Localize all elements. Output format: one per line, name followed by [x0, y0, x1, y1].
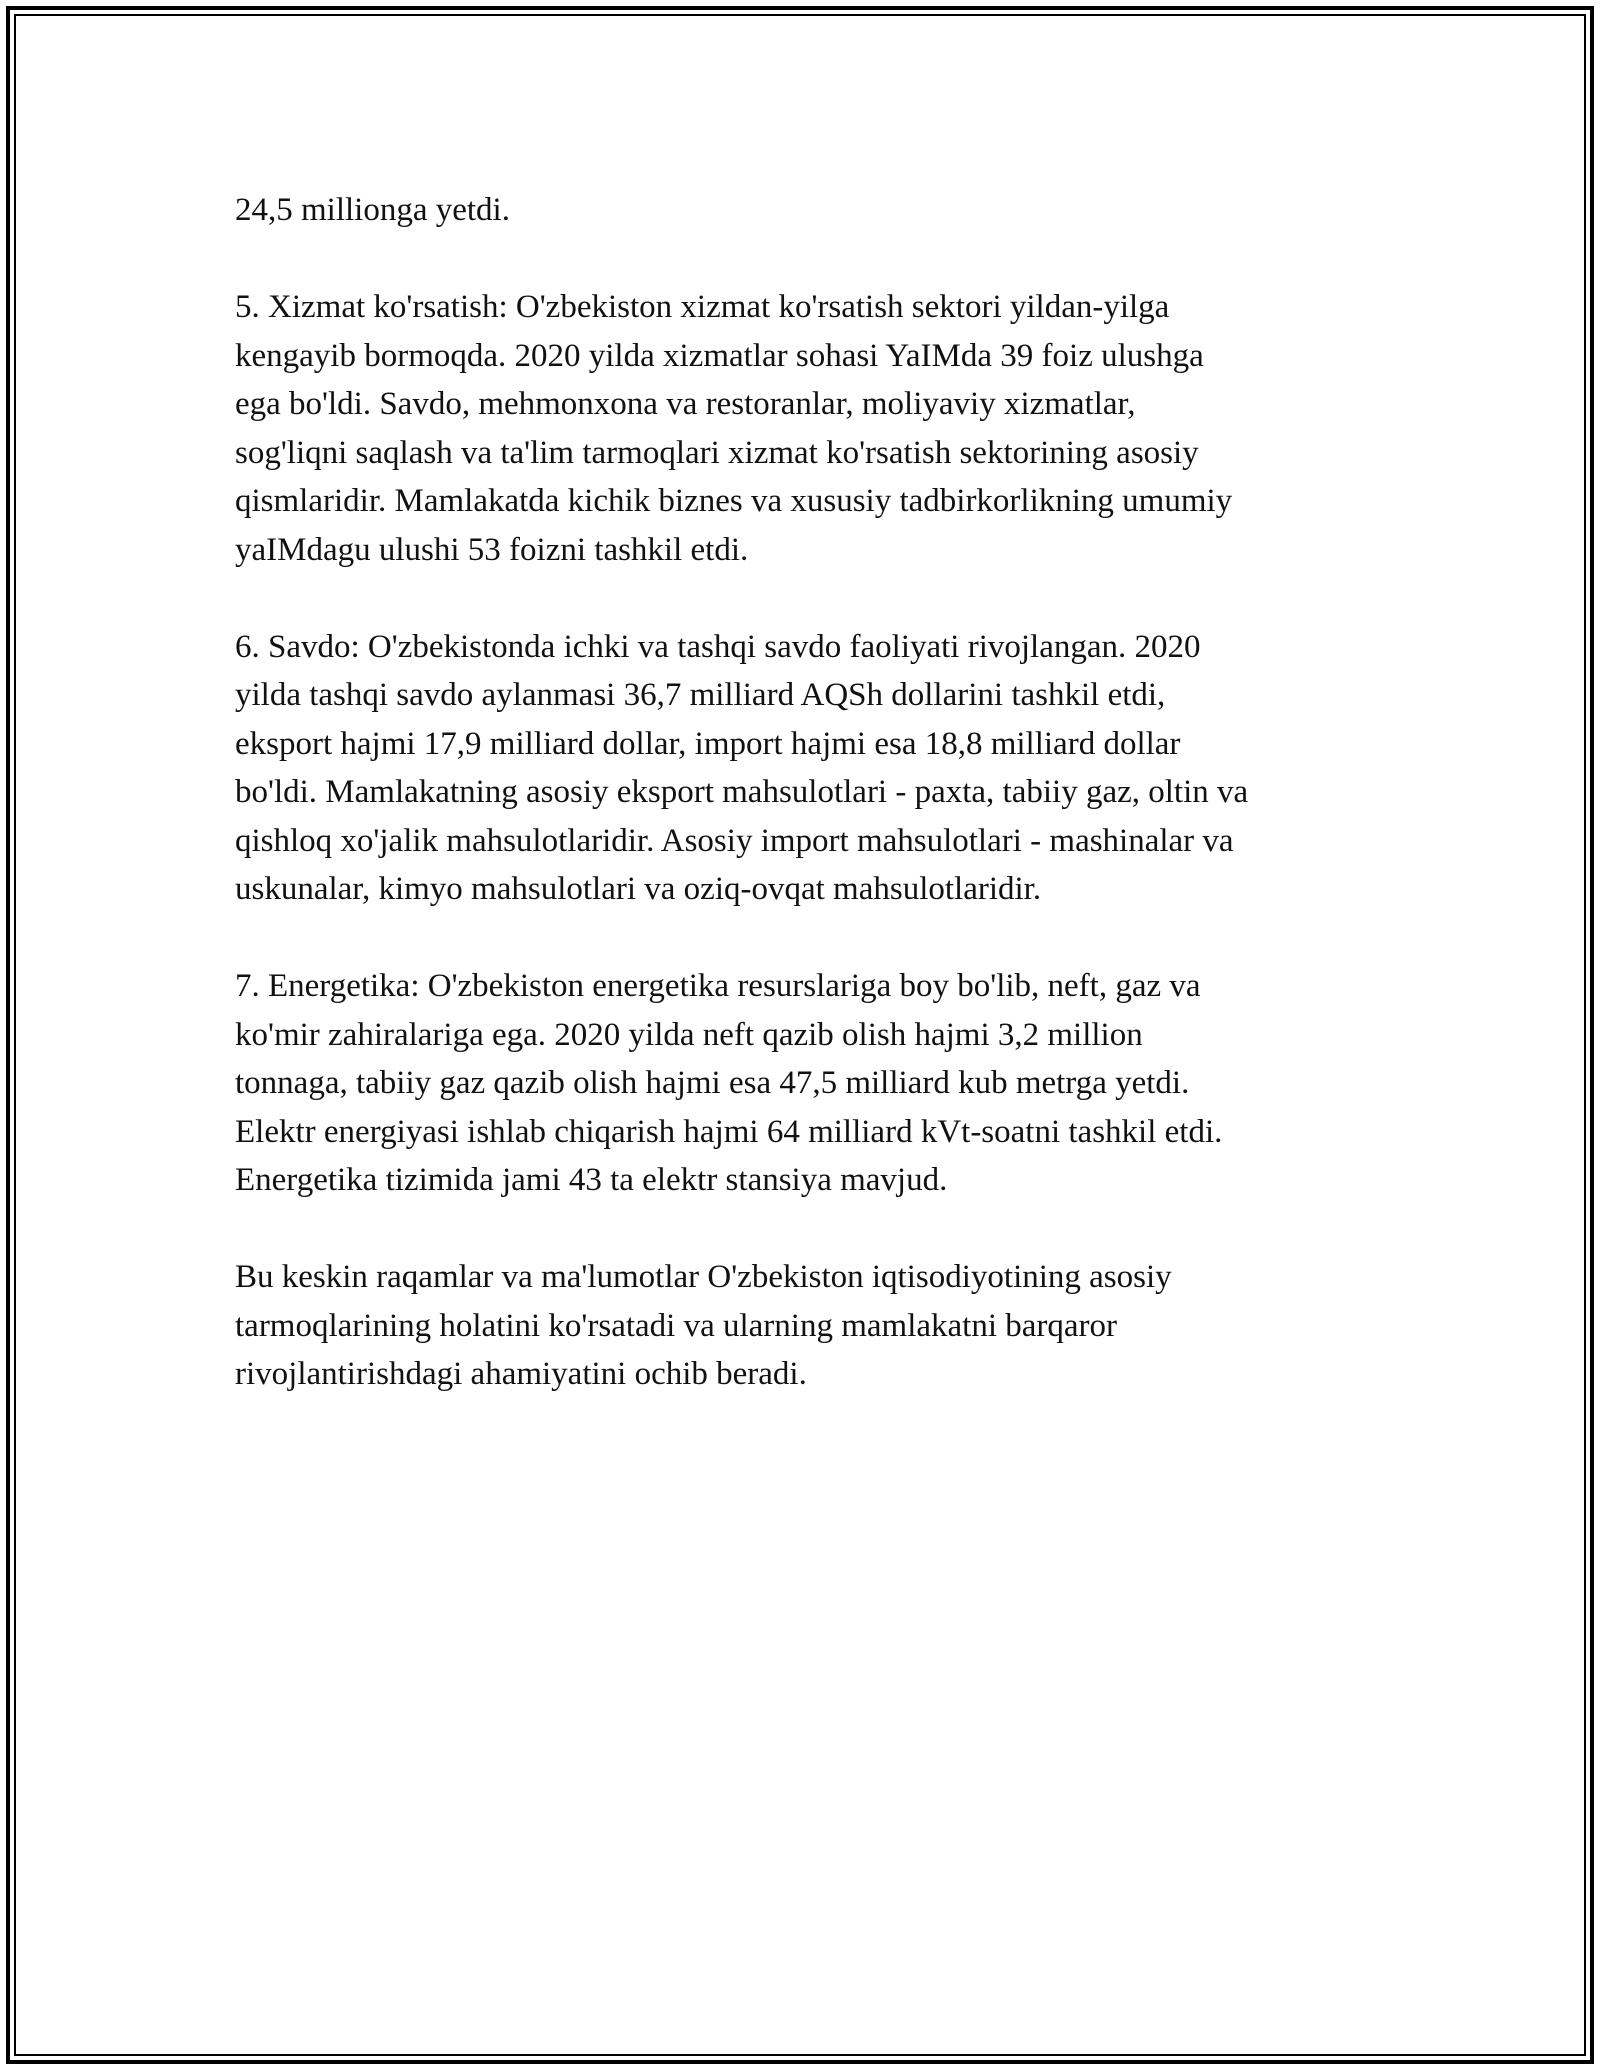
text-line: Elektr energiyasi ishlab chiqarish hajmi 64 milliard kVt-soatni tashkil etdi. [235, 1113, 1223, 1150]
text-line: kengayib bormoqda. 2020 yilda xizmatlar sohasi YaIMda 39 foiz ulushga [235, 337, 1204, 374]
text-line: 6. Savdo: O'zbekistonda ichki va tashqi savdo faoliyati rivojlangan. 2020 [235, 628, 1201, 665]
text-line: bo'ldi. Mamlakatning asosiy eksport mahsulotlari - paxta, tabiiy gaz, oltin va [235, 774, 1249, 810]
text-line: Energetika tizimida jami 43 ta elektr stansiya mavjud. [235, 1162, 948, 1198]
text-line: 5. Xizmat ko'rsatish: O'zbekiston xizmat ko'rsatish sektori yildan-yilga [235, 289, 1170, 325]
text-line: 24,5 millionga yetdi. [235, 192, 510, 228]
text-line: uskunalar, kimyo mahsulotlari va oziq-ovqat mahsulotlaridir. [235, 871, 1042, 907]
text-line: 7. Energetika: O'zbekiston energetika resurslariga boy bo'lib, neft, gaz va [235, 968, 1201, 1004]
text-line: yaIMdagu ulushi 53 foizni tashkil etdi. [235, 531, 749, 568]
text-line: ko'mir zahiralariga ega. 2020 yilda neft qazib olish hajmi 3,2 million [235, 1016, 1143, 1053]
paragraph-trade [235, 623, 1385, 914]
text-line: tarmoqlarining holatini ko'rsatadi va ularning mamlakatni barqaror [235, 1307, 1118, 1344]
text-line: Bu keskin raqamlar va ma'lumotlar O'zbekiston iqtisodiyotining asosiy [235, 1259, 1172, 1295]
paragraph-services [235, 283, 1385, 574]
text-line: tonnaga, tabiiy gaz qazib olish hajmi esa 47,5 milliard kub metrga yetdi. [235, 1065, 1190, 1101]
text-line: ega bo'ldi. Savdo, mehmonxona va restoranlar, moliyaviy xizmatlar, [235, 386, 1136, 422]
text-line: sog'liqni saqlash va ta'lim tarmoqlari xizmat ko'rsatish sektorining asosiy [235, 434, 1199, 471]
paragraph-continuation [235, 186, 1385, 235]
text-line: qishloq xo'jalik mahsulotlaridir. Asosiy import mahsulotlari - mashinalar va [235, 822, 1234, 859]
document-body [235, 186, 1385, 1399]
text-line: rivojlantirishdagi ahamiyatini ochib beradi. [235, 1356, 807, 1392]
text-line: qismlaridir. Mamlakatda kichik biznes va xususiy tadbirkorlikning umumiy [235, 483, 1233, 519]
paragraph-energy [235, 962, 1385, 1205]
text-line: yilda tashqi savdo aylanmasi 36,7 milliard AQSh dollarini tashkil etdi, [235, 677, 1166, 713]
text-line: eksport hajmi 17,9 milliard dollar, import hajmi esa 18,8 milliard dollar [235, 725, 1181, 762]
paragraph-conclusion [235, 1253, 1385, 1399]
